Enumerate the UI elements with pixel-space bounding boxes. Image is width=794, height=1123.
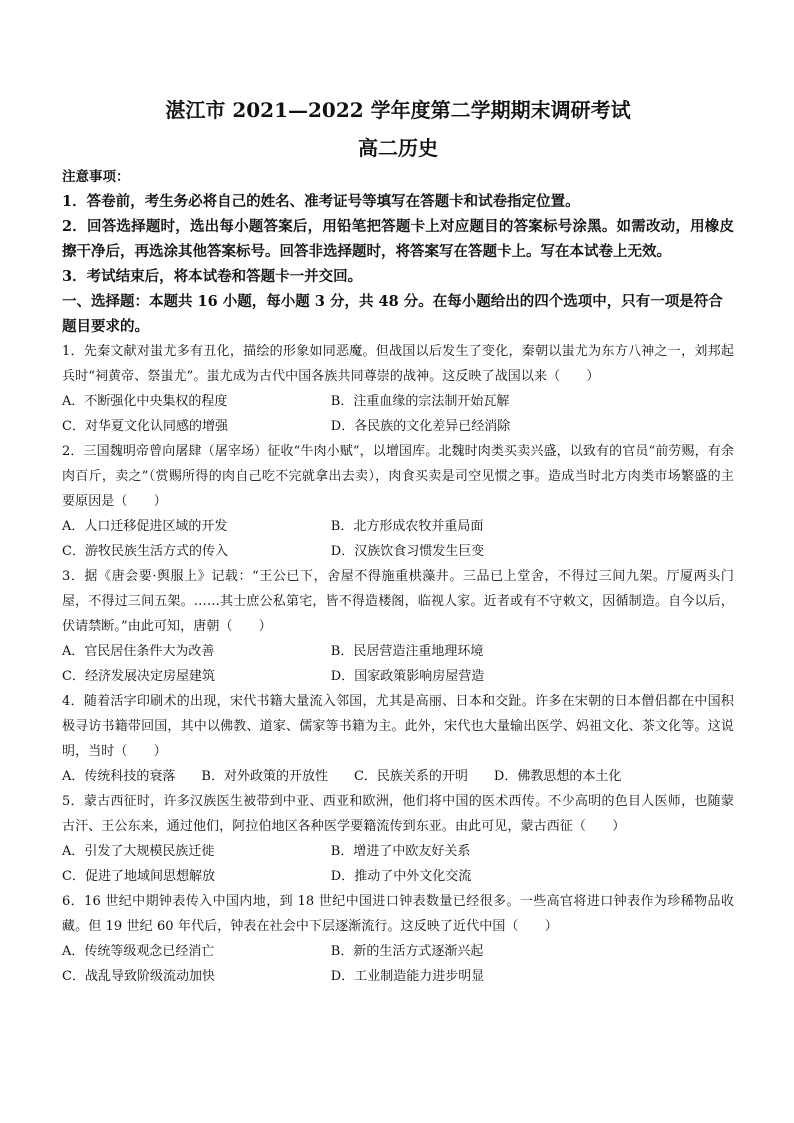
option-c: C．战乱导致阶级流动加快 <box>62 969 215 984</box>
options <box>62 839 734 889</box>
question-stem: 4．随着活字印刷术的出现，宋代书籍大量流入邻国，尤其是高丽、日本和交趾。许多在宋朝的日本僧侣都在中国积极寻访书籍带回国，其中以佛教、道家、儒家等书籍为主。此外，宋代也大量输出医学、妈祖文化、茶文化等。这说明，当时（ ） <box>62 694 734 759</box>
options <box>62 389 734 439</box>
notice-item-3: 3．考试结束后，将本试卷和答题卡一并交回。 <box>62 268 363 285</box>
option-d: D．佛教思想的本土化 <box>493 769 622 784</box>
question-stem: 1．先秦文献对蚩尤多有丑化，描绘的形象如同恶魔。但战国以后发生了变化，秦朝以蚩尤为东方八神之一，刘邦起兵时“祠黄帝、祭蚩尤”。蚩尤成为古代中国各族共同尊崇的战神。这反映了战国以来（ ） <box>62 344 734 384</box>
option-d: D．汉族饮食习惯发生巨变 <box>330 544 485 559</box>
option-d: D．国家政策影响房屋营造 <box>330 669 485 684</box>
question-2 <box>62 439 734 564</box>
option-b: B．民居营造注重地理环境 <box>330 644 484 659</box>
options <box>62 939 734 989</box>
question-stem: 6．16 世纪中期钟表传入中国内地，到 18 世纪中国进口钟表数量已经很多。一些高官将进口钟表作为珍稀物品收藏。但 19 世纪 60 年代后，钟表在社会中下层逐渐流行。这反映了近代中国（ ） <box>62 894 734 934</box>
option-a: A．引发了大规模民族迁徙 <box>62 844 215 859</box>
question-stem: 5．蒙古西征时，许多汉族医生被带到中亚、西亚和欧洲，他们将中国的医术西传。不少高明的色目人医师，也随蒙古汗、王公东来，通过他们，阿拉伯地区各种医学要籍流传到东亚。由此可见，蒙古西征（ ） <box>62 794 734 834</box>
exam-title: 湛江市 2021—2022 学年度第二学期期末调研考试 <box>165 98 631 122</box>
question-4 <box>62 689 734 789</box>
option-b: B．增进了中欧友好关系 <box>330 844 471 859</box>
question-stem: 3．据《唐会要·舆服上》记载：“王公已下，舍屋不得施重栱藻井。三品已上堂舍，不得过三间九架。厅厦两头门屋，不得过三间五架。……其士庶公私第宅，皆不得造楼阁，临视人家。近者或有不守敕文，因循制造。自今以后，伏请禁断。”由此可知，唐朝（ ） <box>62 569 734 634</box>
question-stem: 2．三国魏明帝曾向屠肆（屠宰场）征收“牛肉小赋”，以增国库。北魏时肉类买卖兴盛，以致有的官员“前劳赐，有余肉百斤，卖之”（赏赐所得的肉自己吃不完就拿出去卖），肉食买卖是司空见惯之事。造成当时北方肉类市场繁盛的主要原因是（ ） <box>62 444 734 509</box>
option-a: A．不断强化中央集权的程度 <box>62 394 228 409</box>
notice-item-1: 1．答卷前，考生务必将自己的姓名、准考证号等填写在答题卡和试卷指定位置。 <box>62 193 580 210</box>
option-b: B．北方形成农牧并重局面 <box>330 519 484 534</box>
exam-page <box>62 96 734 989</box>
option-a: A．传统科技的衰落 <box>62 769 176 784</box>
option-b: B．注重血缘的宗法制开始瓦解 <box>330 394 510 409</box>
option-b: B．新的生活方式逐渐兴起 <box>330 944 484 959</box>
option-c: C．对华夏文化认同感的增强 <box>62 419 228 434</box>
option-c: C．经济发展决定房屋建筑 <box>62 669 215 684</box>
option-b: B．对外政策的开放性 <box>201 769 328 784</box>
question-3 <box>62 564 734 689</box>
options <box>62 764 734 789</box>
options <box>62 639 734 689</box>
question-6 <box>62 889 734 989</box>
exam-subject: 高二历史 <box>358 136 438 160</box>
option-c: C．民族关系的开明 <box>353 769 468 784</box>
question-5 <box>62 789 734 889</box>
option-a: A．官民居住条件大为改善 <box>62 644 215 659</box>
notice-item-2: 2．回答选择题时，选出每小题答案后，用铅笔把答题卡上对应题目的答案标号涂黑。如需改动，用橡皮擦干净后，再选涂其他答案标号。回答非选择题时，将答案写在答题卡上。写在本试卷上无效。 <box>62 218 734 260</box>
section-heading: 一、选择题：本题共 16 小题，每小题 3 分，共 48 分。在每小题给出的四个选项中，只有一项是符合题目要求的。 <box>62 293 723 335</box>
notice-heading: 注意事项： <box>62 169 130 185</box>
options <box>62 514 734 564</box>
option-d: D．各民族的文化差异已经消除 <box>330 419 511 434</box>
option-a: A．传统等级观念已经消亡 <box>62 944 215 959</box>
option-a: A．人口迁移促进区域的开发 <box>62 519 228 534</box>
option-d: D．推动了中外文化交流 <box>330 869 472 884</box>
option-c: C．促进了地域间思想解放 <box>62 869 215 884</box>
question-1 <box>62 339 734 439</box>
notice-section <box>62 166 734 289</box>
option-c: C．游牧民族生活方式的传入 <box>62 544 228 559</box>
option-d: D．工业制造能力进步明显 <box>330 969 485 984</box>
